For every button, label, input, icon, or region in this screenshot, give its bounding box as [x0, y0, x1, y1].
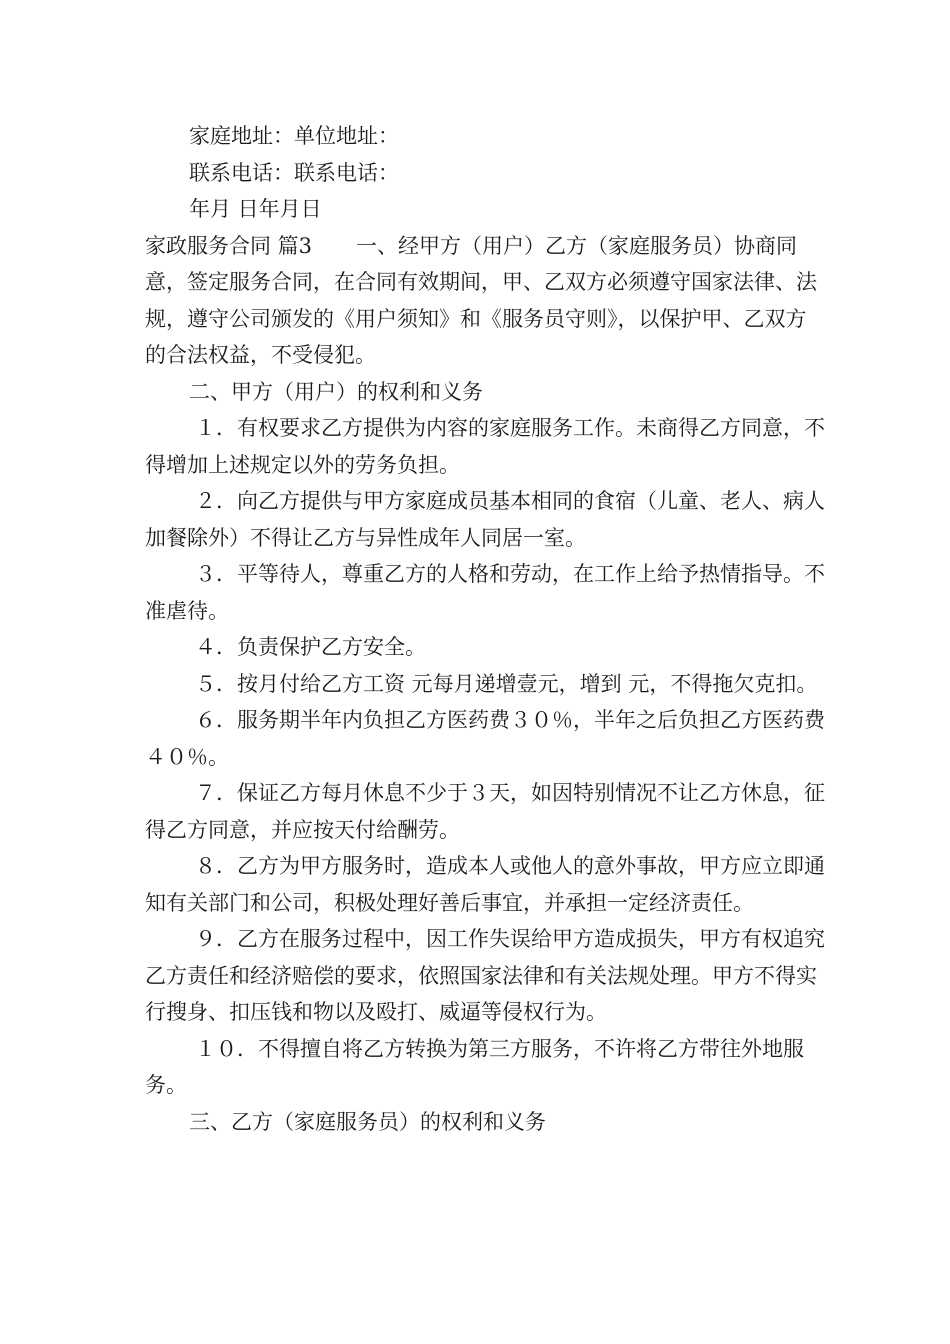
list-item: ８．乙方为甲方服务时，造成本人或他人的意外事故，甲方应立即通知有关部门和公司，积极处理好善后事宜，并承担一定经济责任。	[145, 854, 825, 915]
section-title: 家政服务合同 篇3	[145, 233, 313, 258]
list-item: ２．向乙方提供与甲方家庭成员基本相同的食宿（儿童、老人、病人加餐除外）不得让乙方与异性成年人同居一室。	[145, 489, 825, 550]
list-item: １０．不得擅自将乙方转换为第三方服务，不许将乙方带往外地服务。	[145, 1036, 804, 1097]
list-item: ９．乙方在服务过程中，因工作失误给甲方造成损失，甲方有权追究乙方责任和经济赔偿的要求，依照国家法律和有关法规处理。甲方不得实行搜身、扣压钱和物以及殴打、威逼等侵权行为。	[145, 927, 825, 1024]
list-item: ５．按月付给乙方工资 元每月递增壹元，增到 元，不得拖欠克扣。	[195, 671, 818, 696]
phone-line: 联系电话：联系电话：	[189, 160, 399, 185]
list-item: ４．负责保护乙方安全。	[195, 635, 426, 659]
list-item: ７．保证乙方每月休息不少于３天，如因特别情况不让乙方休息，征得乙方同意，并应按天付给酬劳。	[145, 781, 825, 842]
clause-1-text: 一、经甲方（用户）乙方（家庭服务员）协商同意，签定服务合同，在合同有效期间，甲、乙双方必须遵守国家法律、法规，遵守公司颁发的《用户须知》和《服务员守则》，以保护甲、乙双方的合法权益，不受侵犯。	[145, 233, 817, 367]
clause-3-heading: 三、乙方（家庭服务员）的权利和义务	[189, 1109, 546, 1134]
date-line: 年月 日年月日	[189, 197, 322, 221]
address-line: 家庭地址：单位地址：	[189, 124, 399, 148]
list-item: １．有权要求乙方提供为内容的家庭服务工作。未商得乙方同意，不得增加上述规定以外的劳务负担。	[145, 416, 825, 477]
clause-2-heading: 二、甲方（用户）的权利和义务	[189, 379, 483, 404]
document-body	[145, 118, 825, 1140]
list-item: ３．平等待人，尊重乙方的人格和劳动，在工作上给予热情指导。不准虐待。	[145, 562, 825, 623]
list-item: ６．服务期半年内负担乙方医药费３０％，半年之后负担乙方医药费４０％。	[145, 708, 825, 769]
clause-1-paragraph	[145, 228, 825, 374]
